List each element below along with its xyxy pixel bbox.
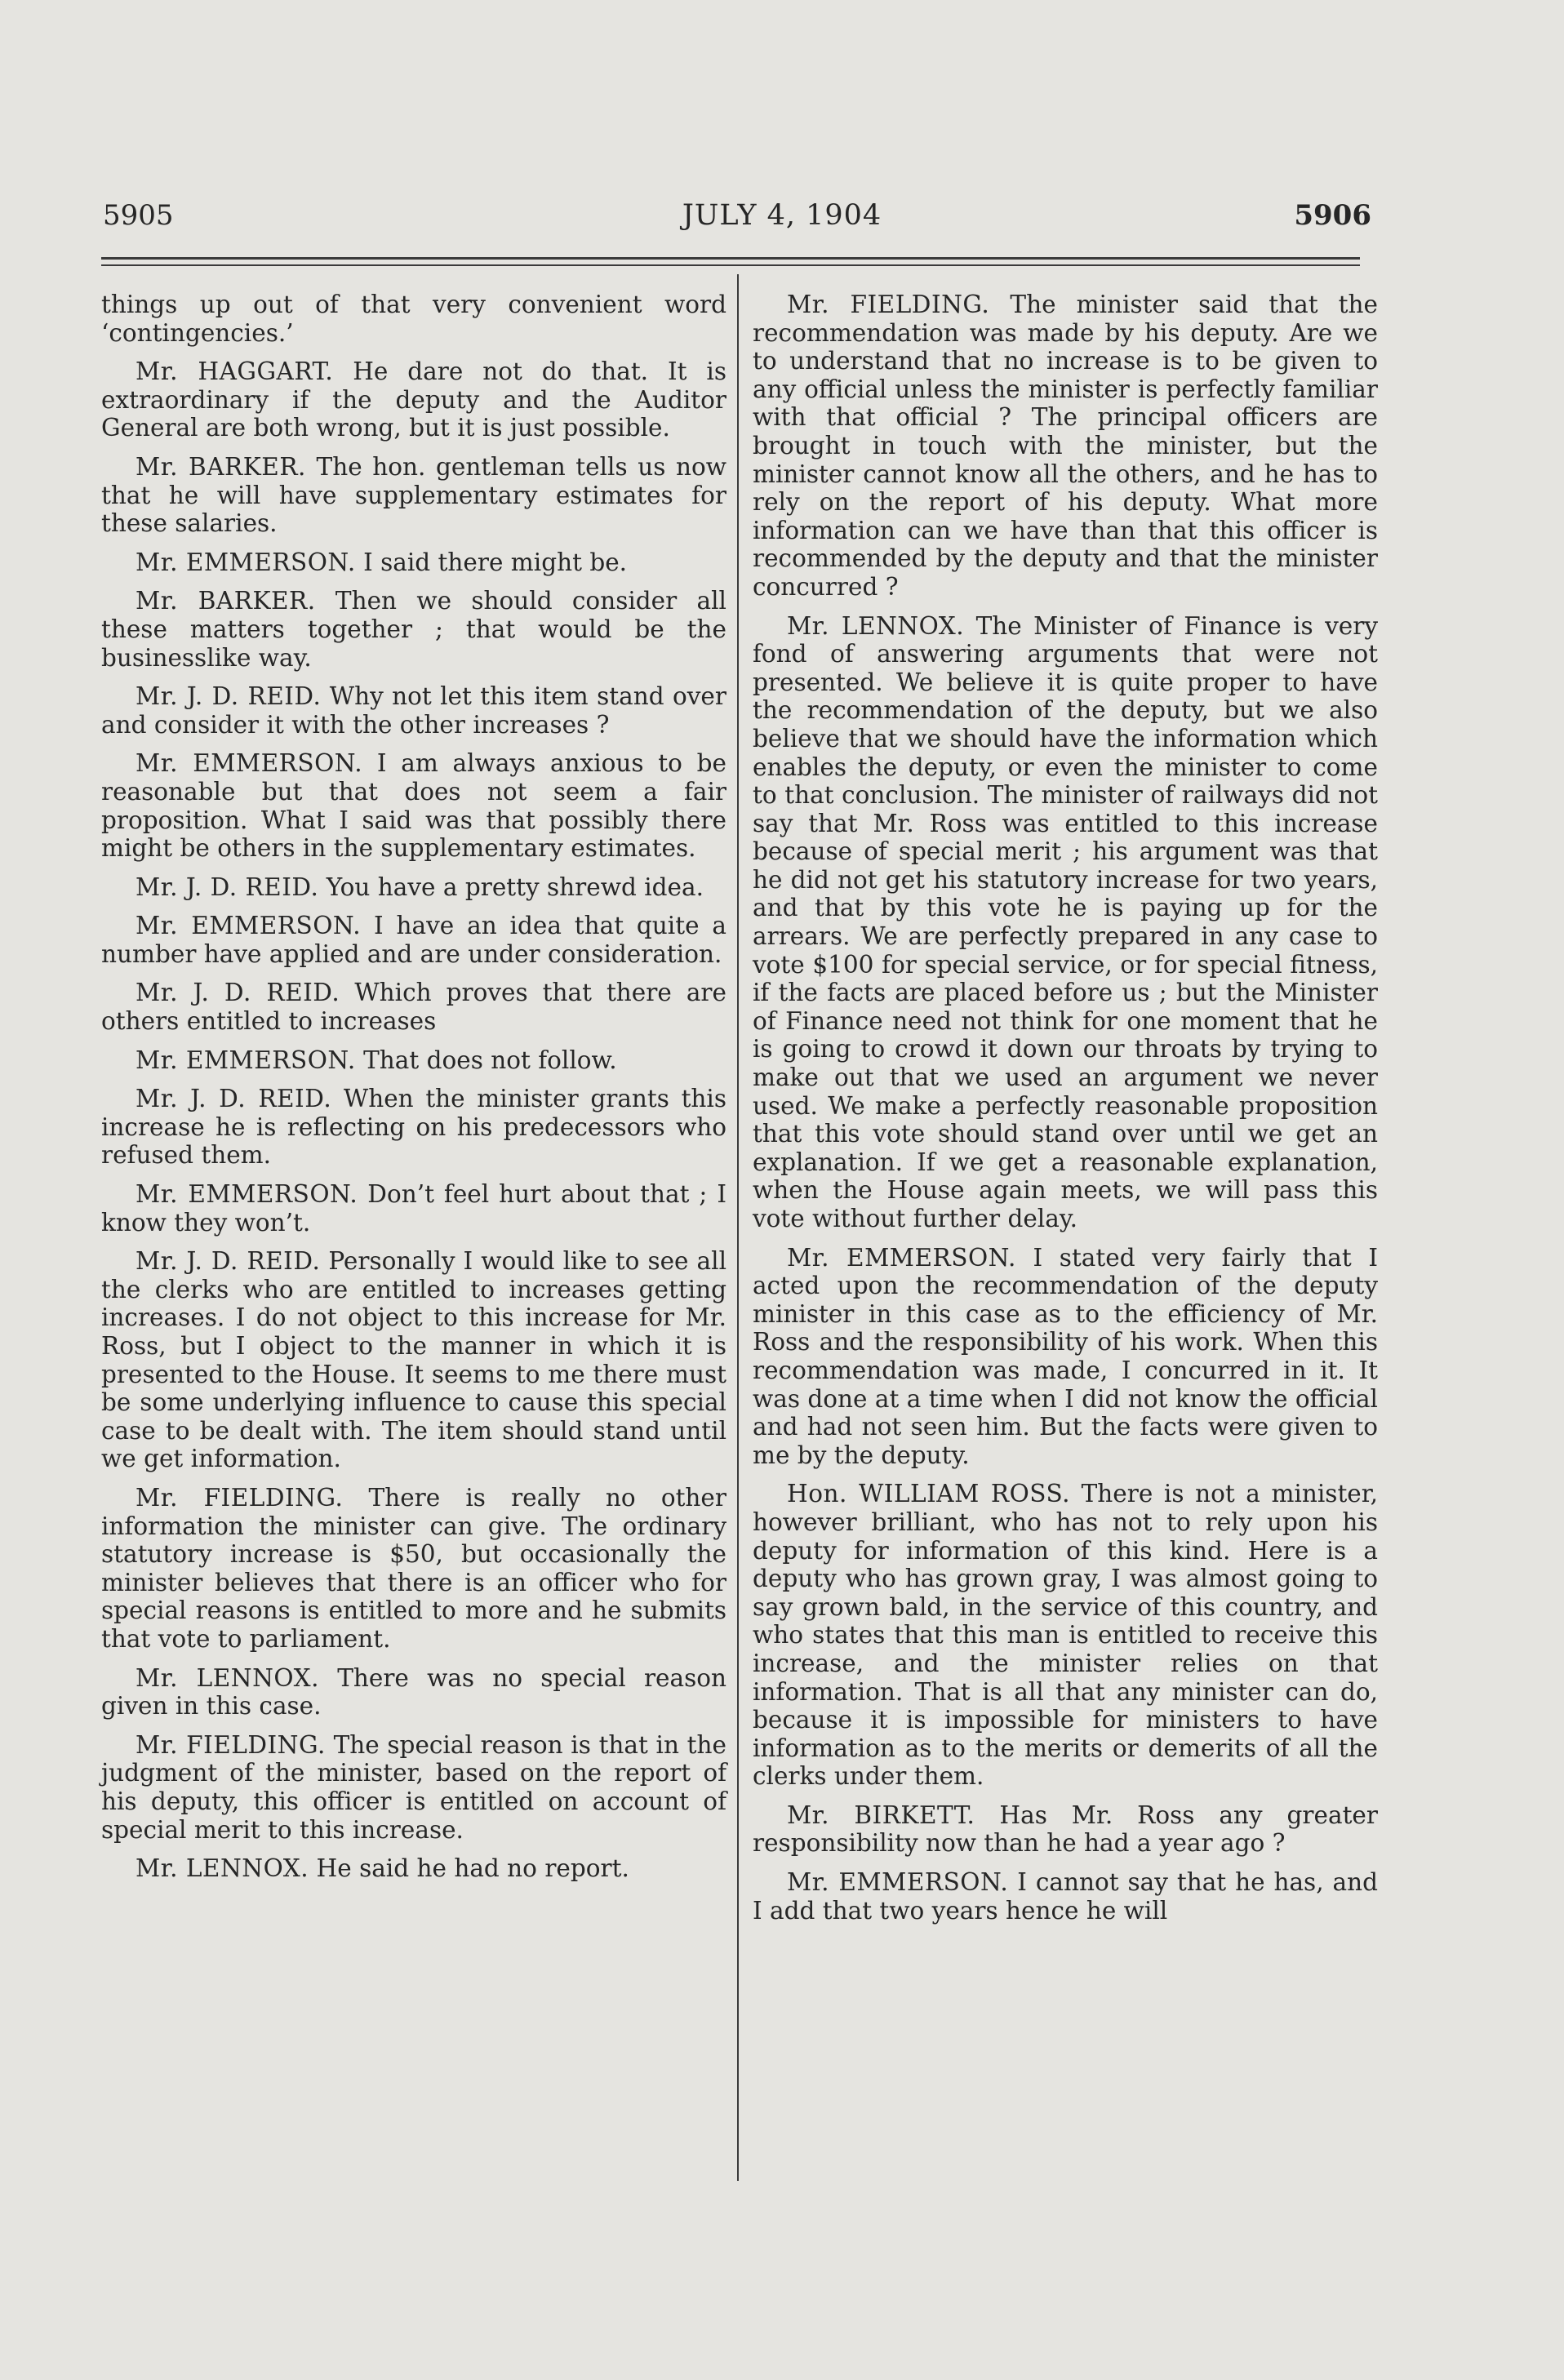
- paragraph-text: He dare not do that. It is extraordinary if the deputy and the Auditor General are both wrong, but it is just possible.: [101, 357, 726, 442]
- paragraph-text: I stated very fairly that I acted upon the recommendation of the deputy minister in this case as to the efficiency of Mr. Ross and the responsibility of his work. When this recommendation was made, I concurred in it. It was done at a time when I did not know the official and had not seen him. But the facts were given to me by the deputy.: [753, 1243, 1378, 1469]
- speaker-name: Hon. WILLIAM ROSS.: [787, 1480, 1070, 1508]
- speaker-name: Mr. FIELDING.: [787, 291, 990, 318]
- paragraph-text: There is not a minister, however brilliant, who has not to rely upon his deputy for information of this kind. Here is a deputy who has grown gray, I was almost going to say grown bald, in the service of this country, and who states that this man is entitled to receive this increase, and the minister relies on that information. That is all that any minister can do, because it is impossible for ministers to have information as to the merits or demerits of all the clerks under them.: [753, 1480, 1378, 1791]
- paragraph: [753, 291, 1378, 602]
- paragraph-text: Has Mr. Ross any greater responsibility now than he had a year ago ?: [753, 1801, 1378, 1858]
- paragraph-text: Which proves that there are others entitled to increases: [101, 979, 726, 1036]
- paragraph: [101, 357, 726, 442]
- speaker-name: Mr. J. D. REID.: [136, 873, 319, 901]
- page-number-right: 5906: [1294, 199, 1371, 232]
- paragraph: [101, 548, 726, 577]
- speaker-name: Mr. EMMERSON.: [136, 912, 362, 940]
- paragraph: [101, 1180, 726, 1237]
- page-date: JULY 4, 1904: [682, 199, 882, 232]
- paragraph-text: You have a pretty shrewd idea.: [326, 873, 704, 901]
- paragraph: [101, 1731, 726, 1844]
- speaker-name: Mr. BIRKETT.: [787, 1801, 975, 1829]
- paragraph: [101, 912, 726, 968]
- paragraph-text: When the minister grants this increase he is reflecting on his predecessors who refused them.: [101, 1085, 726, 1170]
- speaker-name: Mr. LENNOX.: [136, 1663, 319, 1692]
- speaker-name: Mr. EMMERSON.: [136, 548, 356, 576]
- paragraph-text: I said there might be.: [363, 548, 628, 576]
- speaker-name: Mr. FIELDING.: [136, 1483, 344, 1512]
- speaker-name: Mr. LENNOX.: [787, 611, 965, 640]
- paragraph: [753, 1801, 1378, 1858]
- paragraph-text: I have an idea that quite a number have applied and are under consideration.: [101, 912, 726, 968]
- speaker-name: Mr. EMMERSON.: [136, 1180, 358, 1209]
- speaker-name: Mr. BARKER.: [136, 587, 316, 615]
- paragraph-text: things up out of that very convenient word ‘contingencies.’: [101, 291, 726, 347]
- right-column: [753, 291, 1378, 1935]
- speaker-name: Mr. J. D. REID.: [136, 1085, 332, 1113]
- paragraph-text: There is really no other information the minister can give. The ordinary statutory increase is $50, but occasionally the minister believes that there is an officer who for special reasons is entitled to more and he submits that vote to parliament.: [101, 1483, 726, 1653]
- paragraph-text: Personally I would like to see all the clerks who are entitled to increases getting increases. I do not object to this increase for Mr. Ross, but I object to the manner in which it is presented to the House. It seems to me there must be some underlying influence to cause this special case to be dealt with. The item should stand until we get information.: [101, 1247, 727, 1473]
- paragraph: [101, 1664, 726, 1721]
- paragraph: [101, 453, 726, 538]
- speaker-name: Mr. EMMERSON.: [136, 749, 363, 778]
- speaker-name: Mr. J. D. REID.: [136, 1247, 321, 1276]
- paragraph-text: The minister said that the recommendation was made by his deputy. Are we to understand that no increase is to be given to any official unless the minister is perfectly familiar with that official ? The principal officers are brought in touch with the minister, but the minister cannot know all the others, and he has to rely on the report of his deputy. What more information can we have than that this officer is recommended by the deputy and that the minister concurred ?: [753, 291, 1378, 601]
- paragraph-text: I am always anxious to be reasonable but that does not seem a fair proposition. What I said was that possibly there might be others in the supplementary estimates.: [101, 749, 726, 863]
- paragraph-text: The hon. gentleman tells us now that he will have supplementary estimates for these salaries.: [101, 452, 726, 538]
- speaker-name: Mr. LENNOX.: [136, 1854, 309, 1883]
- paragraph-text: Then we should consider all these matters together ; that would be the businesslike way.: [101, 587, 726, 672]
- paragraph-text: That does not follow.: [363, 1046, 617, 1074]
- paragraph: [101, 291, 726, 347]
- header-rule: [101, 257, 1360, 266]
- speaker-name: Mr. EMMERSON.: [787, 1868, 1009, 1897]
- speaker-name: Mr. J. D. REID.: [136, 682, 322, 711]
- paragraph: [101, 1247, 726, 1473]
- paragraph-text: I cannot say that he has, and I add that two years hence he will: [753, 1868, 1378, 1925]
- paragraph: [101, 979, 726, 1035]
- paragraph: [101, 682, 726, 739]
- paragraph: [753, 1480, 1378, 1791]
- paragraph: [101, 749, 726, 862]
- paragraph-text: Don’t feel hurt about that ; I know they won’t.: [101, 1180, 726, 1237]
- paragraph: [753, 1868, 1378, 1925]
- column-divider: [737, 274, 739, 2181]
- paragraph: [101, 1085, 726, 1170]
- paragraph-text: The special reason is that in the judgment of the minister, based on the report of his deputy, this officer is entitled on account of special merit to this increase.: [101, 1730, 726, 1844]
- paragraph: [753, 612, 1378, 1233]
- paragraph: [101, 1854, 726, 1883]
- speaker-name: Mr. EMMERSON.: [787, 1243, 1016, 1272]
- paragraph-text: Why not let this item stand over and consider it with the other increases ?: [101, 682, 726, 739]
- paragraph: [101, 1484, 726, 1654]
- paragraph: [101, 1046, 726, 1075]
- left-column: [101, 291, 726, 1894]
- paragraph: [101, 873, 726, 902]
- paragraph: [101, 587, 726, 672]
- speaker-name: Mr. J. D. REID.: [136, 979, 340, 1007]
- speaker-name: Mr. EMMERSON.: [136, 1046, 356, 1074]
- paragraph-text: The Minister of Finance is very fond of answering arguments that were not presented. We believe it is quite proper to have the recommendation of the deputy, but we also believe that we should have the information which enables the deputy, or even the minister to come to that conclusion. The minister of railways did not say that Mr. Ross was entitled to this increase because of special merit ; his argument was that he did not get his statutory increase for two years, and that by this vote he is paying up for the arrears. We are perfectly prepared in any case to vote $100 for special service, or for special fitness, if the facts are placed before us ; but the Minister of Finance need not think for one moment that he is going to crowd it down our throats by trying to make out that we used an argument we never used. We make a perfectly reasonable proposition that this vote should stand over until we get an explanation. If we get a reasonable explanation, when the House again meets, we will pass this vote without further delay.: [753, 611, 1378, 1232]
- paragraph: [753, 1244, 1378, 1470]
- paragraph-text: There was no special reason given in this case.: [101, 1663, 726, 1721]
- speaker-name: Mr. HAGGART.: [136, 357, 334, 386]
- speaker-name: Mr. BARKER.: [136, 452, 306, 481]
- page-number-left: 5905: [103, 199, 174, 232]
- paragraph-text: He said he had no report.: [316, 1854, 629, 1883]
- speaker-name: Mr. FIELDING.: [136, 1730, 326, 1759]
